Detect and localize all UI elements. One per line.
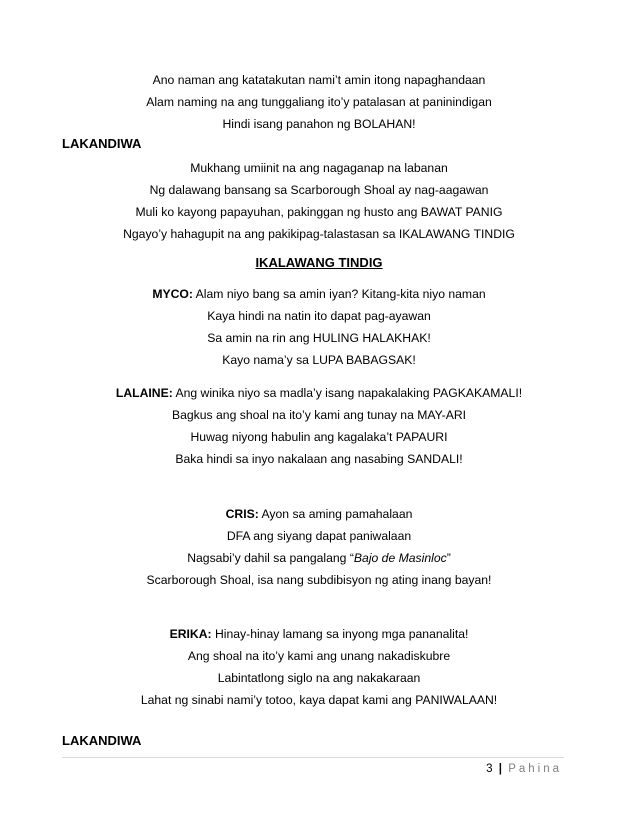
verse-line: Ngayo’y hahagupit na ang pakikipag-talastasan sa IKALAWANG TINDIG [123,227,515,241]
section-title: IKALAWANG TINDIG [255,255,383,270]
place-name: Bajo de Masinloc [353,551,447,565]
speaker-name: LALAINE: [115,386,173,400]
verse-line: Sa amin na rin ang HULING HALAKHAK! [207,331,431,345]
footer-divider [62,757,564,758]
verse-text: ” [446,551,451,565]
verse-line: Mukhang umiinit na ang nagaganap na labanan [190,161,448,175]
verse-line-cris [0,507,638,522]
verse-line: Hindi isang panahon ng BOLAHAN! [222,117,416,131]
page-footer [486,763,562,775]
verse-line: DFA ang siyang dapat paniwalaan [226,529,412,543]
verse-line: Kaya hindi na natin ito dapat pag-ayawan [207,309,431,323]
verse-line: Lahat ng sinabi nami’y totoo, kaya dapat kami ang PANIWALAAN! [140,693,498,707]
verse-text: Ang winika niyo sa madla’y isang napakalaking PAGKAKAMALI! [172,386,523,400]
page-label: Pahina [508,763,562,775]
lakandiwa-heading: LAKANDIWA [62,733,142,748]
verse-line: Huwag niyong habulin ang kagalaka’t PAPAURI [190,430,448,444]
verse-line: Kayo nama’y sa LUPA BABAGSAK! [222,353,416,367]
verse-text: Alam niyo bang sa amin iyan? Kitang-kita niyo naman [192,287,486,301]
verse-line: Labintatlong siglo na ang nakakaraan [217,671,421,685]
lakandiwa-heading: LAKANDIWA [62,136,142,151]
speaker-name: ERIKA: [169,627,212,641]
page-number: 3 [486,763,493,775]
verse-line-erika [0,627,638,642]
verse-line-myco [0,287,638,302]
verse-text: Hinay-hinay lamang sa inyong mga pananalita! [211,627,469,641]
verse-line: Muli ko kayong papayuhan, pakinggan ng husto ang BAWAT PANIG [135,205,503,219]
verse-line [0,551,638,566]
speaker-name: CRIS: [225,507,259,521]
verse-line: Alam naming na ang tunggaliang ito’y patalasan at paninindigan [146,95,492,109]
verse-line: Baka hindi sa inyo nakalaan ang nasabing SANDALI! [175,452,463,466]
verse-line: Ng dalawang bansang sa Scarborough Shoal ay nag-aagawan [149,183,489,197]
verse-text: Ayon sa aming pamahalaan [258,507,413,521]
verse-line: Ano naman ang katatakutan nami’t amin itong napaghandaan [152,73,486,87]
verse-line: Bagkus ang shoal na ito’y kami ang tunay na MAY-ARI [171,408,467,422]
verse-line: Scarborough Shoal, isa nang subdibisyon ng ating inang bayan! [146,573,492,587]
verse-text: Nagsabi’y dahil sa pangalang “ [187,551,354,565]
verse-line: Ang shoal na ito’y kami ang unang nakadiskubre [187,649,451,663]
speaker-name: MYCO: [152,287,193,301]
footer-separator: | [498,763,502,775]
verse-line-lalaine [0,386,638,401]
